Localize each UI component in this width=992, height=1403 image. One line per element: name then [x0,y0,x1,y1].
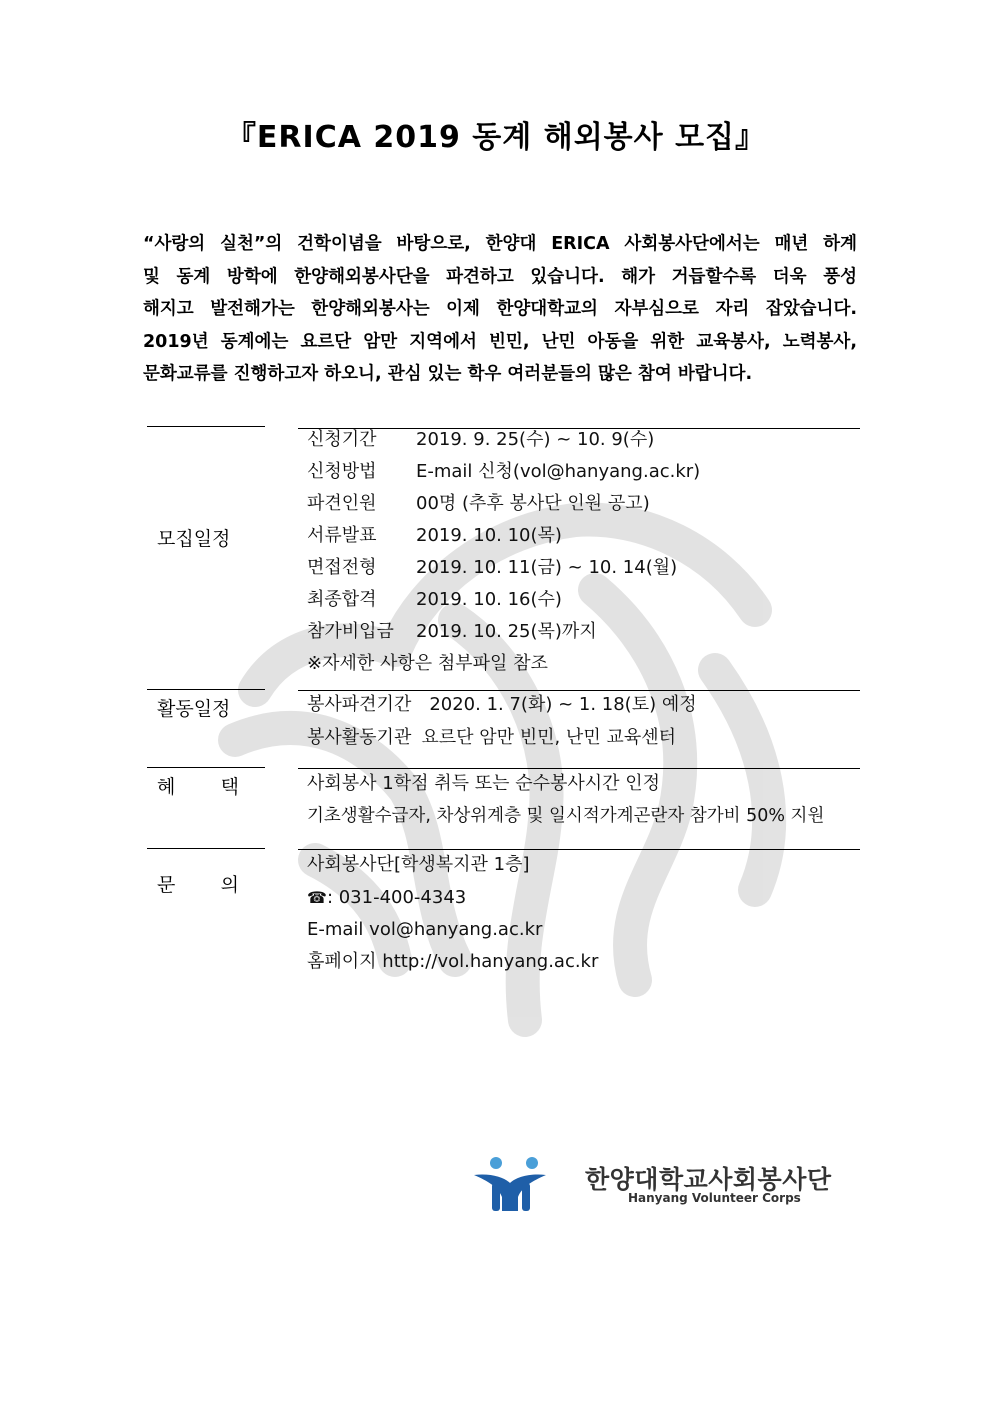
row-key: 파견인원 [307,493,377,514]
row-value: 2019. 10. 10(목) [416,525,562,546]
row-key: 봉사파견기간 [307,694,412,715]
row-key: 참가비입금 [307,621,394,642]
recruit-row [307,620,597,644]
contact-email [307,918,542,942]
label-char: 혜 [157,776,176,798]
intro-line: 2019년 동계에는 요르단 암만 지역에서 빈민, 난민 아동을 위한 교육봉사, 노력봉사, [143,331,857,352]
row-value: 2020. 1. 7(화) ~ 1. 18(토) 예정 [429,694,697,715]
recruit-row [307,492,650,516]
homepage-link[interactable]: http://vol.hanyang.ac.kr [382,951,599,972]
row-key: 최종합격 [307,589,377,610]
divider [298,849,860,850]
recruit-row [307,428,654,452]
divider [147,848,265,849]
benefit-line: 기초생활수급자, 차상위계층 및 일시적가계곤란자 참가비 50% 지원 [307,806,825,826]
contact-homepage [307,950,598,974]
row-value: 2019. 10. 11(금) ~ 10. 14(월) [416,557,678,578]
logo-name-english: Hanyang Volunteer Corps [628,1191,801,1205]
intro-line: 해지고 발전해가는 한양해외봉사는 이제 한양대학교의 자부심으로 자리 잡았습니다. [143,299,857,319]
row-key: 신청기간 [307,429,377,450]
intro-paragraph [143,228,857,391]
contact-office: 사회봉사단[학생복지관 1층] [307,854,530,875]
benefit-line: 사회봉사 1학점 취득 또는 순수봉사시간 인정 [307,773,661,794]
recruit-row [307,588,562,612]
intro-line: 문화교류를 진행하고자 하오니, 관심 있는 학우 여러분들의 많은 참여 바랍니다. [143,364,753,384]
divider [298,690,860,691]
row-key: 서류발표 [307,525,377,546]
divider [147,426,265,427]
recruit-row [307,556,677,580]
email-label: E-mail [307,919,364,940]
email-address[interactable]: vol@hanyang.ac.kr [369,919,543,940]
activity-row [307,693,697,717]
row-key: 면접전형 [307,557,377,578]
section-label-activity: 활동일정 [157,698,231,720]
recruit-row [307,460,700,484]
recruit-note: ※자세한 사항은 첨부파일 참조 [307,653,548,674]
divider [298,768,860,769]
recruit-row [307,524,562,548]
row-value: 00명 (추후 봉사단 인원 공고) [416,493,650,514]
row-key: 봉사활동기관 [307,727,412,748]
row-value: 2019. 10. 25(목)까지 [416,621,597,642]
divider [147,689,265,690]
intro-line: “사랑의 실천”의 건학이념을 바탕으로, 한양대 ERICA 사회봉사단에서는 매년 하계 [143,234,857,254]
row-key: 신청방법 [307,461,377,482]
intro-line: 및 동계 방학에 한양해외봉사단을 파견하고 있습니다. 해가 거듭할수록 더욱 풍성 [143,266,857,287]
label-char: 의 [220,874,239,896]
activity-row [307,726,676,750]
section-label-recruit: 모집일정 [157,528,231,550]
row-value: 2019. 9. 25(수) ~ 10. 9(수) [416,429,655,450]
telephone-icon: ☎ [307,888,327,907]
contact-phone [307,886,466,910]
row-value: E-mail 신청(vol@hanyang.ac.kr) [416,461,701,482]
logo-name-korean: 한양대학교사회봉사단 [585,1165,832,1194]
row-value: 요르단 암만 빈민, 난민 교육센터 [421,727,676,748]
homepage-label: 홈페이지 [307,951,377,972]
divider [147,767,265,768]
label-char: 문 [157,874,176,896]
section-label-benefit [157,772,239,799]
row-value: 2019. 10. 16(수) [416,589,562,610]
section-label-contact [157,870,239,897]
label-char: 택 [220,776,239,798]
phone-number: : 031-400-4343 [326,887,467,908]
page-title: 『ERICA 2019 동계 해외봉사 모집』 [225,120,767,155]
